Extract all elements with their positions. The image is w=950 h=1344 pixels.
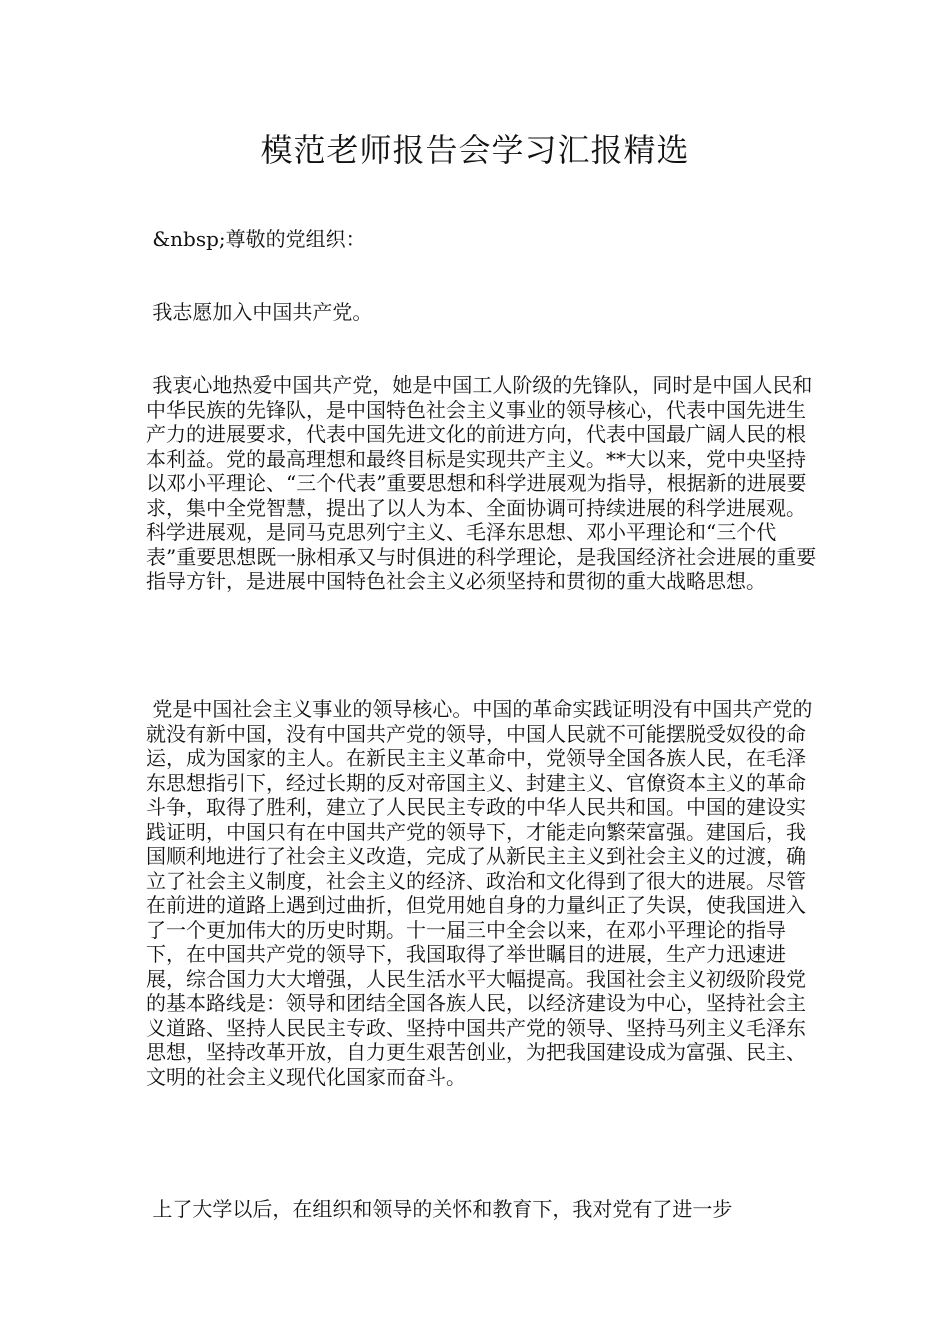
salutation-paragraph: &nbsp;尊敬的党组织： [146, 227, 366, 251]
body-paragraph: 党是中国社会主义事业的领导核心。中国的革命实践证明没有中国共产党的就没有新中国，没有中国共产党的领导，中国人民就不可能摆脱受奴役的命运，成为国家的主人。在新民主主义革命中，党领导全国各族人民，在毛泽东思想指引下，经过长期的反对帝国主义、封建主义、官僚资本主义的革命斗争，取得了胜利，建立了人民民主专政的中华人民共和国。中国的建设实践证明，中国只有在中国共产党的领导下，才能走向繁荣富强。建国后，我国顺利地进行了社会主义改造，完成了从新民主主义到社会主义的过渡，确立了社会主义制度，社会主义的经济、政治和文化得到了很大的进展。尽管在前进的道路上遇到过曲折，但党用她自身的力量纠正了失误，使我国进入了一个更加伟大的历史时期。十一届三中全会以来，在邓小平理论的指导下，在中国共产党的领导下，我国取得了举世瞩目的进展，生产力迅速进展，综合国力大大增强，人民生活水平大幅提高。我国社会主义初级阶段党的基本路线是：领导和团结全国各族人民，以经济建设为中心，坚持社会主义道路、坚持人民民主专政、坚持中国共产党的领导、坚持马列主义毛泽东思想，坚持改革开放，自力更生艰苦创业，为把我国建设成为富强、民主、文明的社会主义现代化国家而奋斗。 [146, 697, 813, 1089]
body-paragraph: 上了大学以后，在组织和领导的关怀和教育下，我对党有了进一步 [146, 1197, 733, 1221]
body-paragraph: 我衷心地热爱中国共产党，她是中国工人阶级的先锋队，同时是中国人民和中华民族的先锋队，是中国特色社会主义事业的领导核心，代表中国先进生产力的进展要求，代表中国先进文化的前进方向，代表中国最广阔人民的根本利益。党的最高理想和最终目标是实现共产主义。**大以来，党中央坚持以邓小平理论、“三个代表”重要思想和科学进展观为指导，根据新的进展要求，集中全党智慧，提出了以人为本、全面协调可持续进展的科学进展观。科学进展观，是同马克思列宁主义、毛泽东思想、邓小平理论和“三个代表”重要思想既一脉相承又与时俱进的科学理论，是我国经济社会进展的重要指导方针，是进展中国特色社会主义必须坚持和贯彻的重大战略思想。 [146, 373, 817, 593]
document-title: 模范老师报告会学习汇报精选 [260, 131, 690, 169]
application-statement-paragraph: 我志愿加入中国共产党。 [146, 300, 373, 324]
